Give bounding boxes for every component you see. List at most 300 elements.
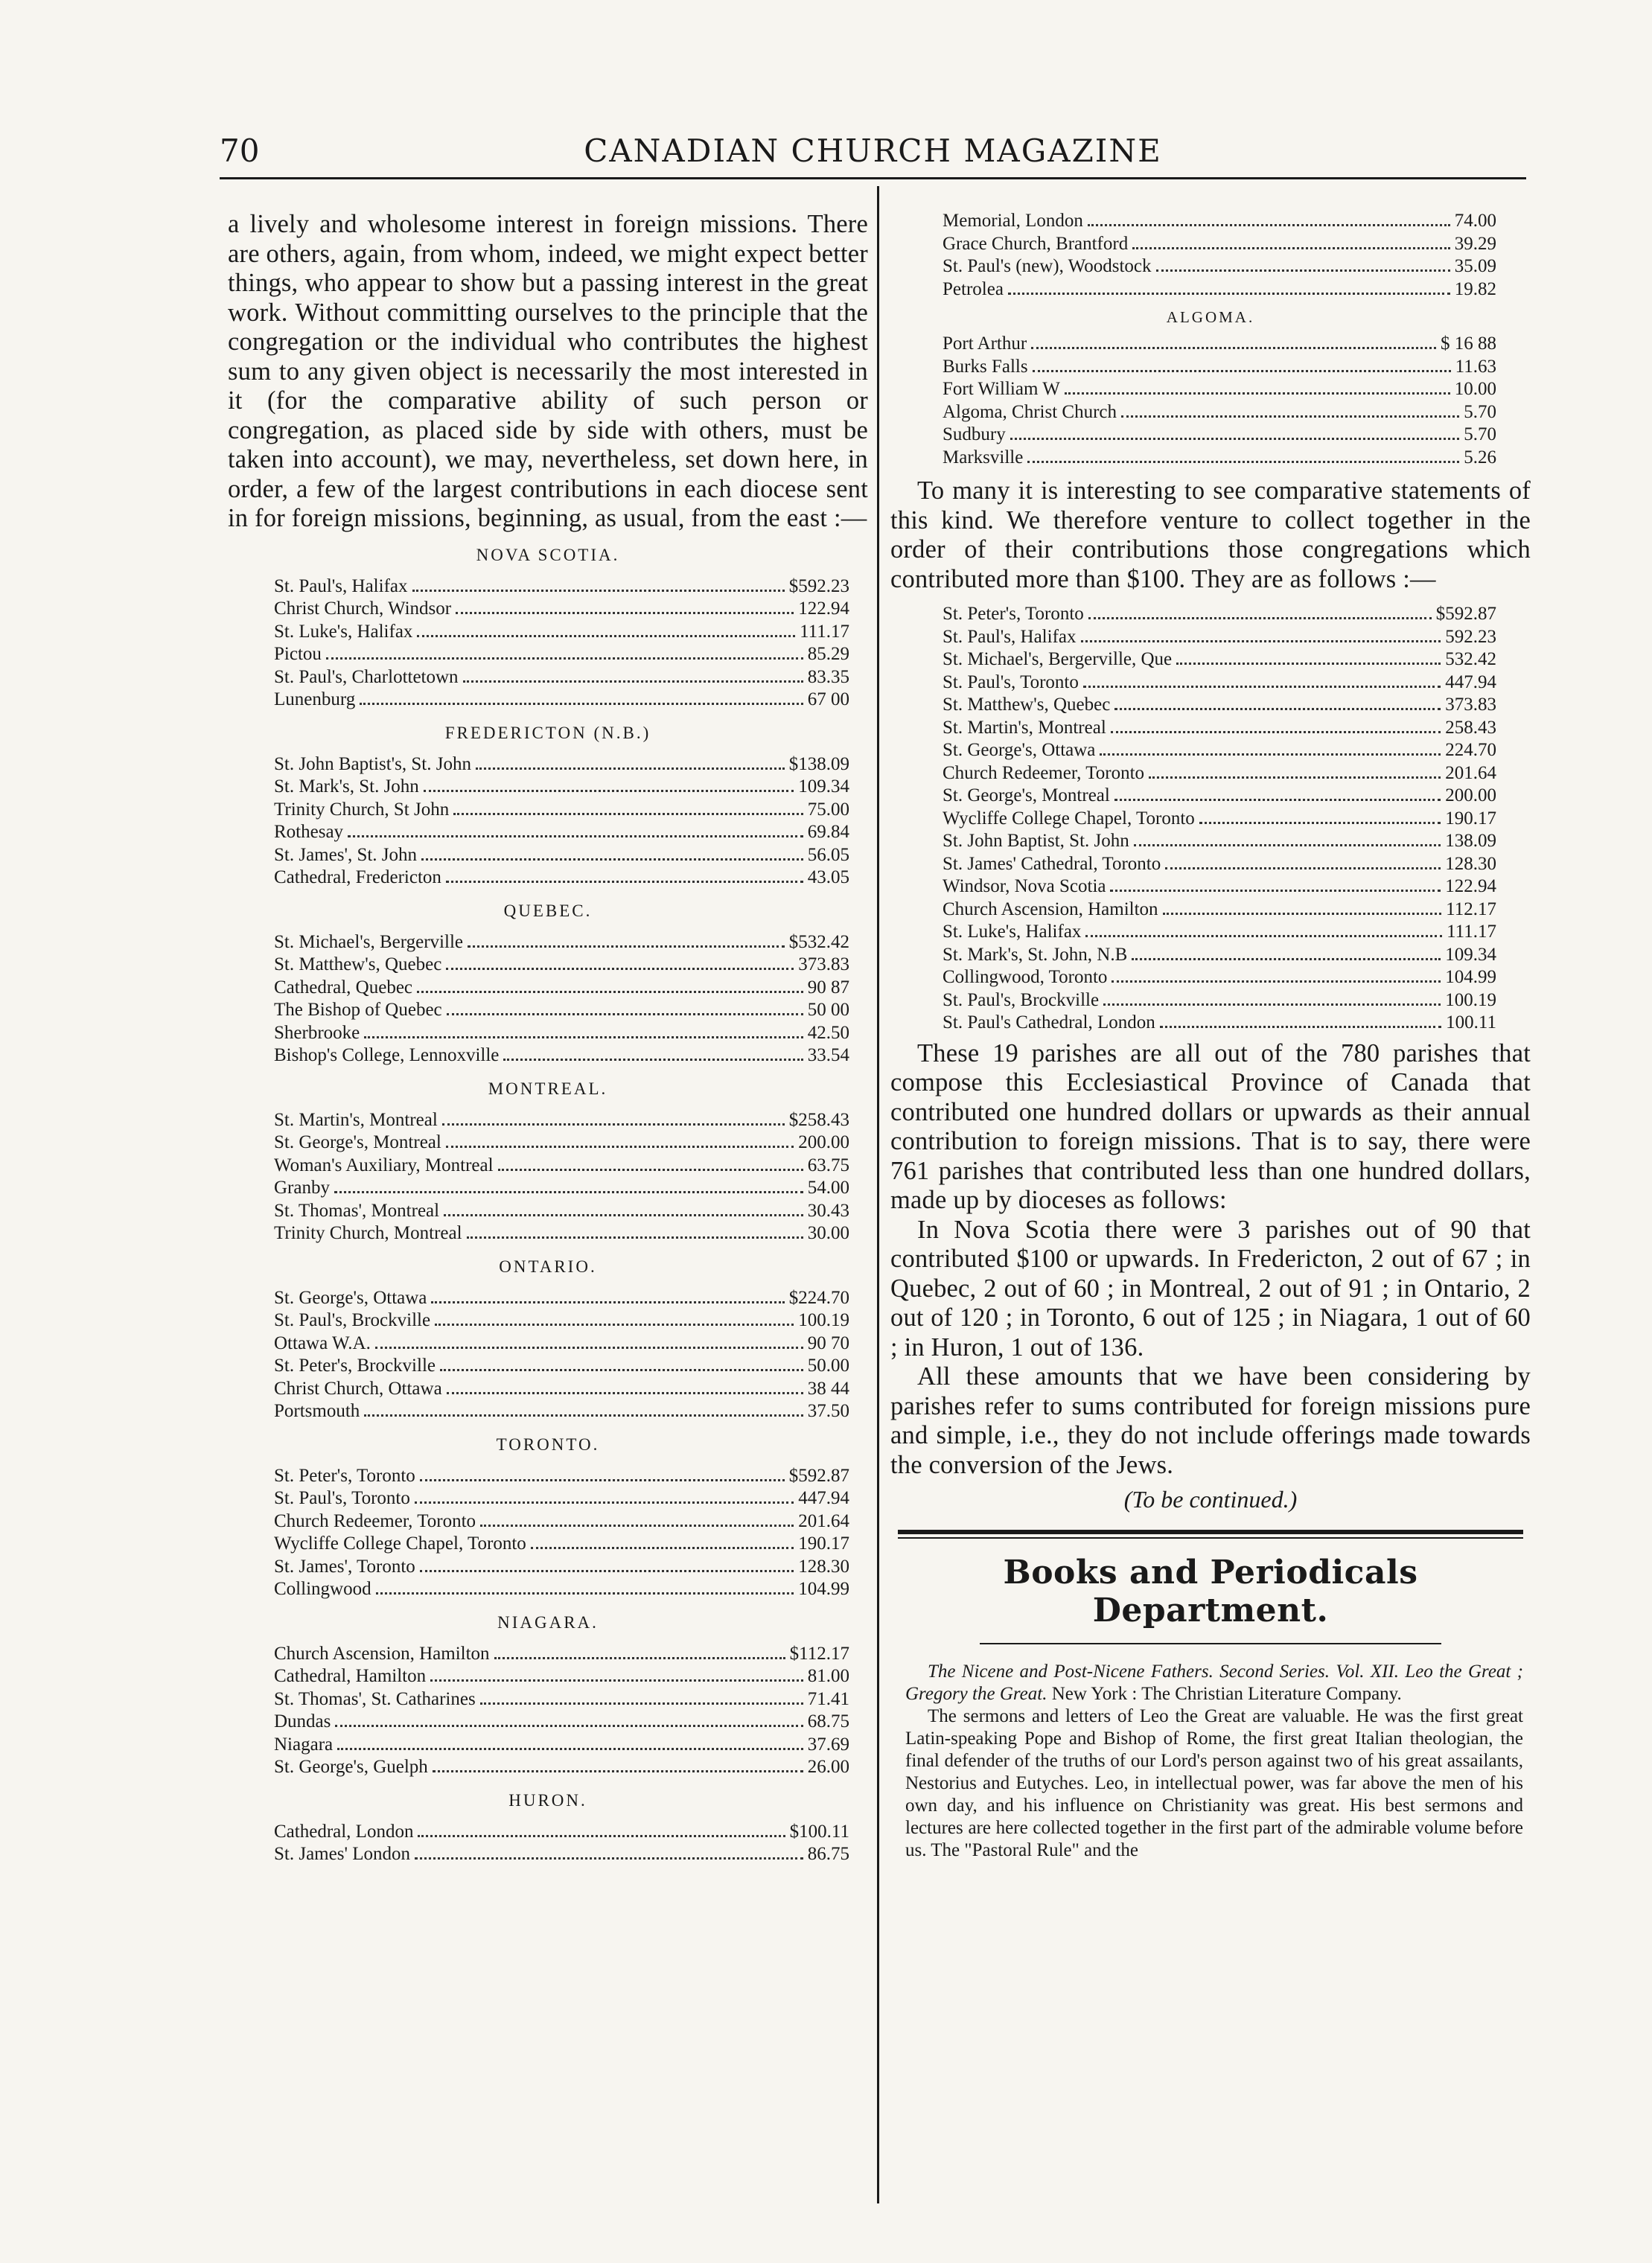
contribution-entry xyxy=(943,626,1496,649)
parish-name: Pictou xyxy=(274,644,322,664)
leader-dots xyxy=(1008,293,1450,295)
leader-dots xyxy=(375,1347,803,1349)
leader-dots xyxy=(415,1857,803,1860)
parish-name: St. Paul's (new), Woodstock xyxy=(943,256,1152,276)
parish-name: St. George's, Guelph xyxy=(274,1757,428,1777)
diocese-heading: ONTARIO. xyxy=(499,1257,597,1276)
leader-dots xyxy=(1103,1003,1441,1006)
leader-dots xyxy=(446,1146,794,1148)
contribution-entry xyxy=(274,753,849,776)
parish-name: Sudbury xyxy=(943,424,1006,444)
contribution-entry xyxy=(274,621,849,644)
leader-dots xyxy=(468,945,785,948)
leader-dots xyxy=(433,1770,803,1772)
contribution-amount: 373.83 xyxy=(798,954,849,974)
parish-name: Church Redeemer, Toronto xyxy=(274,1510,476,1531)
parish-name: Marksville xyxy=(943,447,1024,467)
parish-name: Burks Falls xyxy=(943,356,1028,377)
parish-name: St. Paul's, Brockville xyxy=(943,989,1100,1010)
parish-name: Collingwood, Toronto xyxy=(943,967,1108,987)
leader-dots xyxy=(1088,224,1450,226)
diocese-heading: NOVA SCOTIA. xyxy=(476,545,620,564)
parish-name: Petrolea xyxy=(943,278,1004,299)
parish-name: St. Michael's, Bergerville, Que xyxy=(943,649,1173,669)
parish-name: St. Thomas', Montreal xyxy=(274,1200,440,1221)
contribution-amount: 69.84 xyxy=(807,822,849,842)
parish-name: St. Michael's, Bergerville xyxy=(274,931,463,952)
contribution-amount: 30.43 xyxy=(807,1200,849,1221)
parish-name: St. George's, Montreal xyxy=(943,785,1110,805)
contribution-entry xyxy=(274,1332,849,1356)
leader-dots xyxy=(415,1501,794,1504)
over-100-list xyxy=(890,603,1531,1035)
leader-dots xyxy=(476,767,785,770)
parish-name: Cathedral, Quebec xyxy=(274,977,413,998)
contribution-entry xyxy=(943,694,1496,717)
contribution-amount: $ 16 88 xyxy=(1441,333,1496,354)
contribution-entry xyxy=(943,808,1496,831)
contribution-amount: 201.64 xyxy=(798,1510,849,1531)
contribution-entry xyxy=(274,931,849,954)
leader-dots xyxy=(480,1525,794,1527)
parish-name: St. Martin's, Montreal xyxy=(943,717,1106,738)
parish-name: Church Ascension, Hamilton xyxy=(943,899,1158,919)
contribution-amount: 43.05 xyxy=(807,867,849,887)
amounts-paragraph: All these amounts that we have been considering by parishes refer to sums contributed for foreign missions pure and simple, i.e., they do not include offerings made towards the conversion of the Jews. xyxy=(890,1362,1531,1479)
leader-dots xyxy=(1132,958,1441,960)
contribution-amount: 5.70 xyxy=(1464,401,1496,422)
contribution-amount: $592.23 xyxy=(788,575,849,596)
contribution-amount: 35.09 xyxy=(1454,256,1496,276)
contribution-amount: 200.00 xyxy=(1445,785,1496,805)
leader-dots xyxy=(1111,731,1441,733)
contribution-entry xyxy=(943,921,1496,944)
intro-paragraph: a lively and wholesome interest in foreign missions. There are others, again, from whom, indeed, we might expect better things, who appear to show but a passing interest in the great work. Without committing ourselves to the principle that the congregation or the individual who contributes the highest sum to any given object is necessarily the most interested in it (for the comparative ability of such person or congregation, as placed side by side with others, must be taken into account), we may, nevertheless, set down here, in order, a few of the largest contributions in each diocese sent in for foreign missions, beginning, as usual, from the east :— xyxy=(228,210,868,532)
contribution-entry xyxy=(274,1155,849,1178)
leader-dots xyxy=(440,1369,803,1371)
parish-name: St. Martin's, Montreal xyxy=(274,1109,438,1130)
leader-dots xyxy=(421,858,803,861)
contribution-entry xyxy=(274,1533,849,1556)
department-title: Books and Periodicals Department. xyxy=(1003,1554,1418,1630)
leader-dots xyxy=(1134,844,1441,846)
leader-dots xyxy=(348,835,803,837)
diocese-heading: FREDERICTON (N.B.) xyxy=(444,723,651,742)
leader-dots xyxy=(360,703,803,705)
comparative-intro: To many it is interesting to see comparative statements of this kind. We therefore venture to collect together in the order of their contributions those congregations which contributed more than $100. They are as follows :— xyxy=(890,476,1531,593)
parish-name: Collingwood xyxy=(274,1579,371,1599)
contribution-entry xyxy=(943,378,1496,401)
leader-dots xyxy=(498,1169,803,1171)
over-100-entries xyxy=(890,603,1531,1035)
contribution-entry xyxy=(943,989,1496,1012)
leader-dots xyxy=(494,1657,785,1659)
contribution-amount: 42.50 xyxy=(807,1022,849,1043)
contribution-entry xyxy=(274,1200,849,1223)
leader-dots xyxy=(420,1570,794,1572)
contribution-amount: $258.43 xyxy=(788,1109,849,1130)
leader-dots xyxy=(447,1013,803,1015)
parish-name: St. George's, Ottawa xyxy=(943,740,1096,760)
contribution-amount: 33.54 xyxy=(807,1045,849,1065)
parish-name: St. Peter's, Toronto xyxy=(943,604,1084,624)
contribution-amount: 37.69 xyxy=(807,1734,849,1755)
contribution-entry xyxy=(943,830,1496,853)
contribution-amount: 447.94 xyxy=(1445,671,1496,692)
contribution-entry xyxy=(274,1643,849,1666)
contribution-amount: 67 00 xyxy=(807,689,849,709)
parish-name: Christ Church, Ottawa xyxy=(274,1378,442,1399)
contribution-amount: 90 87 xyxy=(807,977,849,998)
leader-dots xyxy=(1083,686,1441,688)
leader-dots xyxy=(417,991,803,993)
leader-dots xyxy=(1110,890,1441,892)
parish-name: Christ Church, Windsor xyxy=(274,599,452,619)
contribution-entry xyxy=(274,575,849,599)
parish-name: Fort William W xyxy=(943,379,1060,399)
contribution-amount: 38 44 xyxy=(807,1378,849,1399)
parish-name: St. Paul's, Toronto xyxy=(274,1488,410,1508)
contribution-entry xyxy=(274,1044,849,1067)
contribution-amount: $592.87 xyxy=(1435,604,1496,624)
leader-dots xyxy=(1033,370,1451,372)
huron-continued-list xyxy=(890,210,1531,301)
contribution-entry xyxy=(274,1400,849,1423)
contribution-entry xyxy=(274,1378,849,1401)
contribution-entry xyxy=(943,899,1496,922)
parish-name: St. George's, Ottawa xyxy=(274,1287,427,1308)
parish-name: Church Redeemer, Toronto xyxy=(943,762,1145,783)
parishes-paragraph: These 19 parishes are all out of the 780 parishes that compose this Ecclesiastical Province of Canada that contributed one hundred dollars or upwards as their annual contribution to foreign missions. That is to say, there were 761 parishes that contributed less than one hundred dollars, made up by dioceses as follows: xyxy=(890,1038,1531,1214)
parish-name: Port Arthur xyxy=(943,333,1027,354)
parish-name: St. James' Cathedral, Toronto xyxy=(943,853,1161,874)
contribution-amount: 74.00 xyxy=(1454,211,1496,231)
contribution-entry xyxy=(274,999,849,1022)
contribution-entry xyxy=(274,776,849,799)
contribution-entry xyxy=(943,233,1496,256)
leader-dots xyxy=(1165,867,1441,869)
contribution-amount: 5.26 xyxy=(1464,447,1496,467)
parish-name: Trinity Church, Montreal xyxy=(274,1223,462,1243)
parish-name: St. Paul's, Halifax xyxy=(943,626,1077,647)
contribution-entry xyxy=(943,966,1496,989)
leader-dots xyxy=(1027,461,1459,463)
contribution-amount: 109.34 xyxy=(1445,944,1496,965)
parish-name: St. James', St. John xyxy=(274,844,418,865)
contribution-amount: 201.64 xyxy=(1445,762,1496,783)
page-number: 70 xyxy=(220,133,260,169)
diocese-list xyxy=(228,753,868,890)
contribution-entry xyxy=(943,1012,1496,1035)
contribution-entry xyxy=(943,648,1496,671)
contribution-entry xyxy=(274,1821,849,1844)
leader-dots xyxy=(447,1392,803,1394)
contribution-amount: 592.23 xyxy=(1445,626,1496,647)
leader-dots xyxy=(446,968,794,970)
parish-name: Memorial, London xyxy=(943,211,1083,231)
contribution-amount: 63.75 xyxy=(807,1155,849,1175)
contribution-entry xyxy=(943,401,1496,424)
leader-dots xyxy=(418,1835,785,1837)
leader-dots xyxy=(1100,753,1441,756)
parish-name: St. Mark's, St. John xyxy=(274,776,419,797)
leader-dots xyxy=(463,680,803,683)
contribution-amount: 90 70 xyxy=(807,1332,849,1353)
leader-dots xyxy=(1121,415,1459,418)
leader-dots xyxy=(335,1725,803,1727)
parish-name: Trinity Church, St John xyxy=(274,799,450,820)
diocese-heading: MONTREAL. xyxy=(488,1079,608,1098)
contribution-amount: 190.17 xyxy=(798,1533,849,1554)
diocese-list xyxy=(228,1109,868,1245)
contribution-amount: 71.41 xyxy=(807,1688,849,1709)
contribution-entry xyxy=(274,821,849,844)
leader-dots xyxy=(442,1123,785,1126)
contribution-entry xyxy=(274,1487,849,1510)
contribution-entry xyxy=(274,689,849,712)
leader-dots xyxy=(1085,935,1442,937)
review-citation-publisher: New York : The Christian Literature Company. xyxy=(1047,1684,1402,1704)
contribution-entry xyxy=(943,356,1496,379)
parish-name: Niagara xyxy=(274,1734,334,1755)
page-header xyxy=(220,133,1526,170)
contribution-amount: 39.29 xyxy=(1454,233,1496,254)
contribution-entry xyxy=(274,598,849,621)
contribution-entry xyxy=(274,1688,849,1711)
contribution-amount: 100.19 xyxy=(1445,989,1496,1010)
contribution-amount: 111.17 xyxy=(1447,922,1496,942)
contribution-entry xyxy=(274,1222,849,1245)
leader-dots xyxy=(420,1479,785,1481)
leader-dots xyxy=(412,590,785,592)
parish-name: Cathedral, Fredericton xyxy=(274,867,441,887)
contribution-amount: 54.00 xyxy=(807,1178,849,1198)
leader-dots xyxy=(456,612,794,614)
contribution-amount: 5.70 xyxy=(1464,424,1496,444)
contribution-entry xyxy=(274,1132,849,1155)
contribution-amount: 50.00 xyxy=(807,1356,849,1376)
leader-dots xyxy=(1156,269,1450,272)
nova-scotia-paragraph: In Nova Scotia there were 3 parishes out of 90 that contributed $100 or upwards. In Fredericton, 2 out of 67 ; in Quebec, 2 out of 60 ; in Montreal, 2 out of 91 ; in Ontario, 2 out of 120 ; in Toronto, 6 out of 125 ; in Niagara, 1 out of 60 ; in Huron, 1 out of 136. xyxy=(890,1215,1531,1362)
leader-dots xyxy=(1112,980,1441,983)
contribution-amount: 75.00 xyxy=(807,799,849,820)
contribution-amount: 447.94 xyxy=(798,1488,849,1508)
leader-dots xyxy=(1149,776,1441,779)
parish-name: St. Peter's, Toronto xyxy=(274,1465,415,1486)
diocese-list xyxy=(228,575,868,712)
contribution-amount: 100.11 xyxy=(1446,1012,1496,1032)
parish-name: St. Paul's, Brockville xyxy=(274,1310,431,1330)
parish-name: St. Matthew's, Quebec xyxy=(274,954,442,974)
leader-dots xyxy=(376,1592,794,1595)
leader-dots xyxy=(1114,799,1441,801)
leader-dots xyxy=(337,1748,803,1750)
diocese-heading: ALGOMA. xyxy=(1166,308,1255,326)
leader-dots xyxy=(1065,392,1450,395)
contribution-entry xyxy=(274,1177,849,1200)
leader-dots xyxy=(424,790,794,792)
diocese-list xyxy=(228,1821,868,1866)
parish-name: Cathedral, London xyxy=(274,1821,414,1842)
contribution-amount: 86.75 xyxy=(807,1844,849,1864)
contribution-entry xyxy=(943,671,1496,695)
contribution-entry xyxy=(274,866,849,890)
contribution-entry xyxy=(274,1309,849,1332)
leader-dots xyxy=(1088,617,1432,619)
diocese-heading: HURON. xyxy=(508,1790,587,1810)
leader-dots xyxy=(467,1236,803,1239)
contribution-entry xyxy=(274,1355,849,1378)
leader-dots xyxy=(453,813,803,815)
contribution-entry xyxy=(274,1510,849,1533)
contribution-entry xyxy=(274,1843,849,1866)
parish-name: Granby xyxy=(274,1178,330,1198)
contribution-amount: 122.94 xyxy=(798,599,849,619)
leader-dots xyxy=(1031,347,1436,349)
contribution-entry xyxy=(274,666,849,689)
contribution-entry xyxy=(943,853,1496,876)
contribution-amount: 128.30 xyxy=(798,1556,849,1577)
parish-name: Cathedral, Hamilton xyxy=(274,1666,427,1686)
continued-list xyxy=(890,210,1531,469)
review-citation xyxy=(890,1661,1531,1705)
contribution-amount: 224.70 xyxy=(1445,740,1496,760)
contribution-amount: 30.00 xyxy=(807,1223,849,1243)
parish-name: St. Thomas', St. Catharines xyxy=(274,1688,476,1709)
leader-dots xyxy=(1199,822,1441,824)
parish-name: Portsmouth xyxy=(274,1401,360,1421)
contribution-amount: 37.50 xyxy=(807,1401,849,1421)
parish-name: St. John Baptist's, St. John xyxy=(274,753,471,774)
contribution-entry xyxy=(943,424,1496,447)
contribution-entry xyxy=(274,1665,849,1688)
contribution-entry xyxy=(274,1578,849,1601)
contribution-amount: 81.00 xyxy=(807,1666,849,1686)
contribution-amount: 112.17 xyxy=(1446,899,1496,919)
contribution-entry xyxy=(943,875,1496,899)
leader-dots xyxy=(446,881,803,883)
review-body: The sermons and letters of Leo the Great are valuable. He was the first great Latin-speaking Pope and Bishop of Rome, the first great Italian theologian, the final defender of the truths of our Lord's person against two of his great assailants, Nestorius and Eutyches. Leo, in intellectual power, was far above the men of his own day, and his influence on Christianity was great. His best sermons and lectures are here collected together in the first part of the admirable volume before us. The "Pastoral Rule" and the xyxy=(905,1706,1523,1860)
diocese-heading: NIAGARA. xyxy=(497,1612,599,1632)
algoma-list xyxy=(890,333,1531,469)
contribution-amount: 190.17 xyxy=(1445,808,1496,829)
contribution-amount: $100.11 xyxy=(789,1821,849,1842)
contribution-amount: $224.70 xyxy=(788,1287,849,1308)
section-rule-thick xyxy=(898,1530,1523,1534)
diocese-lists xyxy=(228,546,868,1866)
parish-name: St. Paul's, Halifax xyxy=(274,575,408,596)
diocese-list xyxy=(228,1465,868,1601)
contribution-entry xyxy=(943,717,1496,740)
contribution-amount: $112.17 xyxy=(789,1643,849,1664)
contribution-entry xyxy=(943,333,1496,356)
contribution-amount: $532.42 xyxy=(788,931,849,952)
parish-name: St. John Baptist, St. John xyxy=(943,831,1129,851)
contribution-amount: 68.75 xyxy=(807,1711,849,1731)
contribution-amount: 83.35 xyxy=(807,666,849,687)
contribution-entry xyxy=(274,1734,849,1757)
leader-dots xyxy=(417,635,795,637)
contribution-amount: 128.30 xyxy=(1445,853,1496,874)
parish-name: St. Matthew's, Quebec xyxy=(943,695,1111,715)
contribution-entry xyxy=(274,1711,849,1734)
magazine-title: CANADIAN CHURCH MAGAZINE xyxy=(584,133,1162,169)
section-rule-thin xyxy=(898,1537,1523,1539)
leader-dots xyxy=(431,1301,784,1303)
contribution-amount: 258.43 xyxy=(1445,717,1496,738)
contribution-entry xyxy=(943,739,1496,762)
contribution-amount: 56.05 xyxy=(807,844,849,865)
contribution-entry xyxy=(274,1109,849,1132)
leader-dots xyxy=(326,657,803,660)
parish-name: Sherbrooke xyxy=(274,1022,360,1043)
contribution-entry xyxy=(274,844,849,867)
leader-dots xyxy=(1160,1026,1441,1028)
leader-dots xyxy=(1081,640,1441,642)
section-rule-short xyxy=(980,1643,1441,1644)
contribution-amount: 104.99 xyxy=(798,1579,849,1599)
contribution-amount: 373.83 xyxy=(1445,695,1496,715)
parish-name: Dundas xyxy=(274,1711,331,1731)
leader-dots xyxy=(435,1324,794,1326)
contribution-amount: 200.00 xyxy=(798,1132,849,1152)
parish-name: Windsor, Nova Scotia xyxy=(943,876,1106,896)
leader-dots xyxy=(480,1702,803,1705)
parish-name: Woman's Auxiliary, Montreal xyxy=(274,1155,494,1175)
parish-name: The Bishop of Quebec xyxy=(274,1000,442,1020)
parish-name: Lunenburg xyxy=(274,689,356,709)
leader-dots xyxy=(430,1679,803,1682)
contribution-amount: 11.63 xyxy=(1455,356,1496,377)
parish-name: St. Mark's, St. John, N.B xyxy=(943,944,1128,965)
contribution-amount: 104.99 xyxy=(1445,967,1496,987)
contribution-amount: 85.29 xyxy=(807,644,849,664)
contribution-entry xyxy=(274,1556,849,1579)
contribution-entry xyxy=(274,643,849,666)
diocese-heading: QUEBEC. xyxy=(503,901,593,920)
contribution-entry xyxy=(274,1287,849,1310)
leader-dots xyxy=(503,1059,803,1061)
leader-dots xyxy=(1114,708,1441,710)
parish-name: Church Ascension, Hamilton xyxy=(274,1643,490,1664)
leader-dots xyxy=(364,1036,803,1038)
contribution-entry xyxy=(274,977,849,1000)
contribution-entry xyxy=(943,278,1496,301)
parish-name: St. James' London xyxy=(274,1844,410,1864)
leader-dots xyxy=(1163,913,1442,915)
contribution-entry xyxy=(274,1022,849,1045)
contribution-entry xyxy=(943,762,1496,785)
contribution-amount: 111.17 xyxy=(800,621,849,642)
contribution-amount: 122.94 xyxy=(1445,876,1496,896)
parish-name: Wycliffe College Chapel, Toronto xyxy=(274,1533,526,1554)
leader-dots xyxy=(364,1414,803,1417)
contribution-amount: 19.82 xyxy=(1454,278,1496,299)
right-column xyxy=(890,210,1531,1862)
column-divider xyxy=(877,186,879,2203)
contribution-entry xyxy=(943,785,1496,808)
review-citation-title: The Nicene and Post-Nicene Fathers. Second Series. Vol. XII. Leo the Great ; Gregory the Great. xyxy=(905,1662,1523,1704)
contribution-entry xyxy=(274,1756,849,1779)
diocese-list xyxy=(228,931,868,1067)
parish-name: Ottawa W.A. xyxy=(274,1332,371,1353)
contribution-entry xyxy=(943,603,1496,626)
parish-name: St. Luke's, Halifax xyxy=(274,621,413,642)
contribution-amount: 26.00 xyxy=(807,1757,849,1777)
contribution-entry xyxy=(274,1465,849,1488)
contribution-amount: 100.19 xyxy=(798,1310,849,1330)
parish-name: St. Paul's Cathedral, London xyxy=(943,1012,1155,1032)
